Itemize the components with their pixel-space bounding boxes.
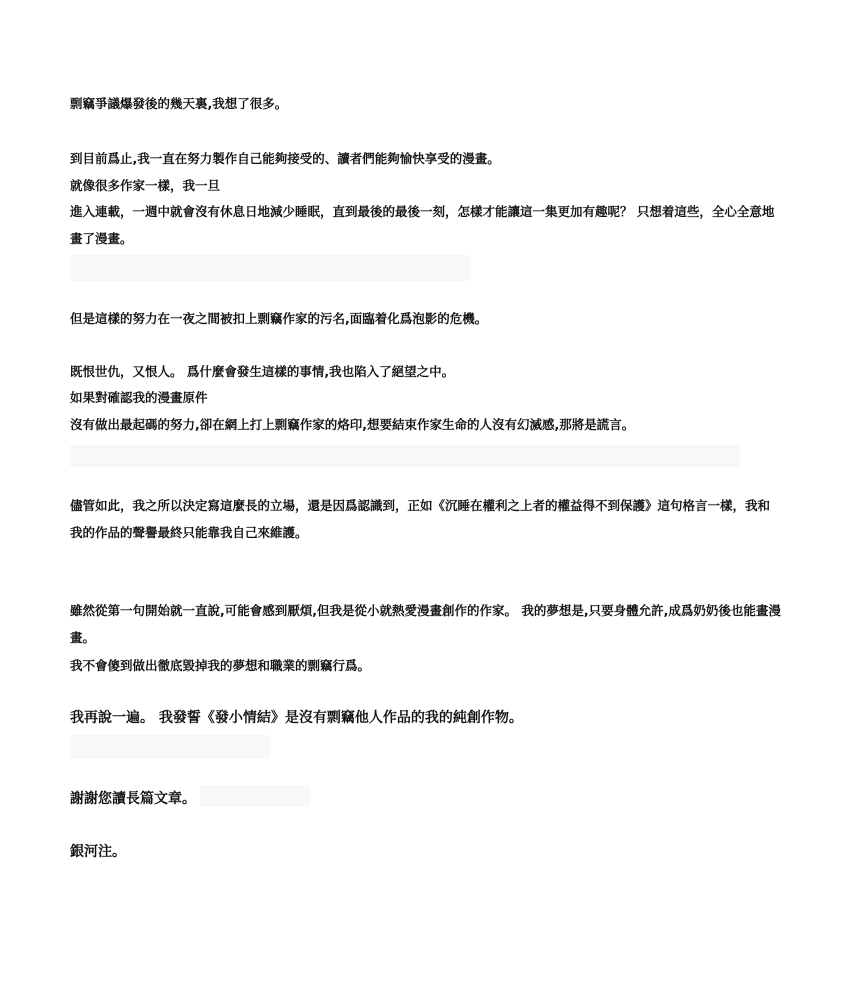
paragraph-dream: 雖然從第一句開始就一直說,可能會感到厭煩,但我是從小就熱愛漫畫創作的作家。 我的夢想是,只要身體允許,成爲奶奶後也能畫漫畫。 [70, 603, 781, 645]
paragraph-controversy-intro: 剽竊爭議爆發後的幾天裏,我想了很多。 [70, 96, 288, 111]
background-smudge [70, 445, 740, 467]
background-smudge [70, 255, 470, 281]
background-smudge [200, 785, 310, 807]
paragraph-disillusion: 沒有做出最起碼的努力,卻在網上打上剽竊作家的烙印,想要結束作家生命的人沒有幻滅感,那將是謊言。 [70, 417, 635, 432]
paragraph-effort: 到目前爲止,我一直在努力製作自己能夠接受的、讀者們能夠愉快享受的漫畫。 [70, 151, 500, 166]
paragraph-thanks: 謝謝您讀長篇文章。 [70, 791, 196, 807]
paragraph-position-reason: 儘管如此，我之所以決定寫這麼長的立場，還是因爲認識到，正如《沉睡在權利之上者的權益得不到保護》這句格言一樣，我和我的作品的聲譽最終只能靠我自己來維護。 [70, 498, 771, 540]
paragraph-despair: 既恨世仇，又恨人。 爲什麼會發生這樣的事情,我也陷入了絕望之中。 [70, 364, 455, 379]
paragraph-serialization: 進入連載，一週中就會沒有休息日地減少睡眠，直到最後的最後一刻，怎樣才能讓這一集更加有趣呢？ 只想着這些，全心全意地畫了漫畫。 [70, 204, 775, 246]
paragraph-like-other-authors: 就像很多作家一樣，我一旦 [70, 178, 221, 193]
background-smudge [70, 735, 270, 759]
paragraph-no-plagiarism: 我不會傻到做出徹底毀掉我的夢想和職業的剽竊行爲。 [70, 658, 371, 673]
signature-text: 銀河注。 [70, 844, 126, 860]
paragraph-plagiarism-stigma: 但是這樣的努力在一夜之間被扣上剽竊作家的污名,面臨着化爲泡影的危機。 [70, 311, 488, 326]
paragraph-original-check: 如果對確認我的漫畫原件 [70, 390, 208, 405]
paragraph-oath: 我再說一遍。 我發誓《發小情結》是沒有剽竊他人作品的我的純創作物。 [70, 710, 523, 726]
